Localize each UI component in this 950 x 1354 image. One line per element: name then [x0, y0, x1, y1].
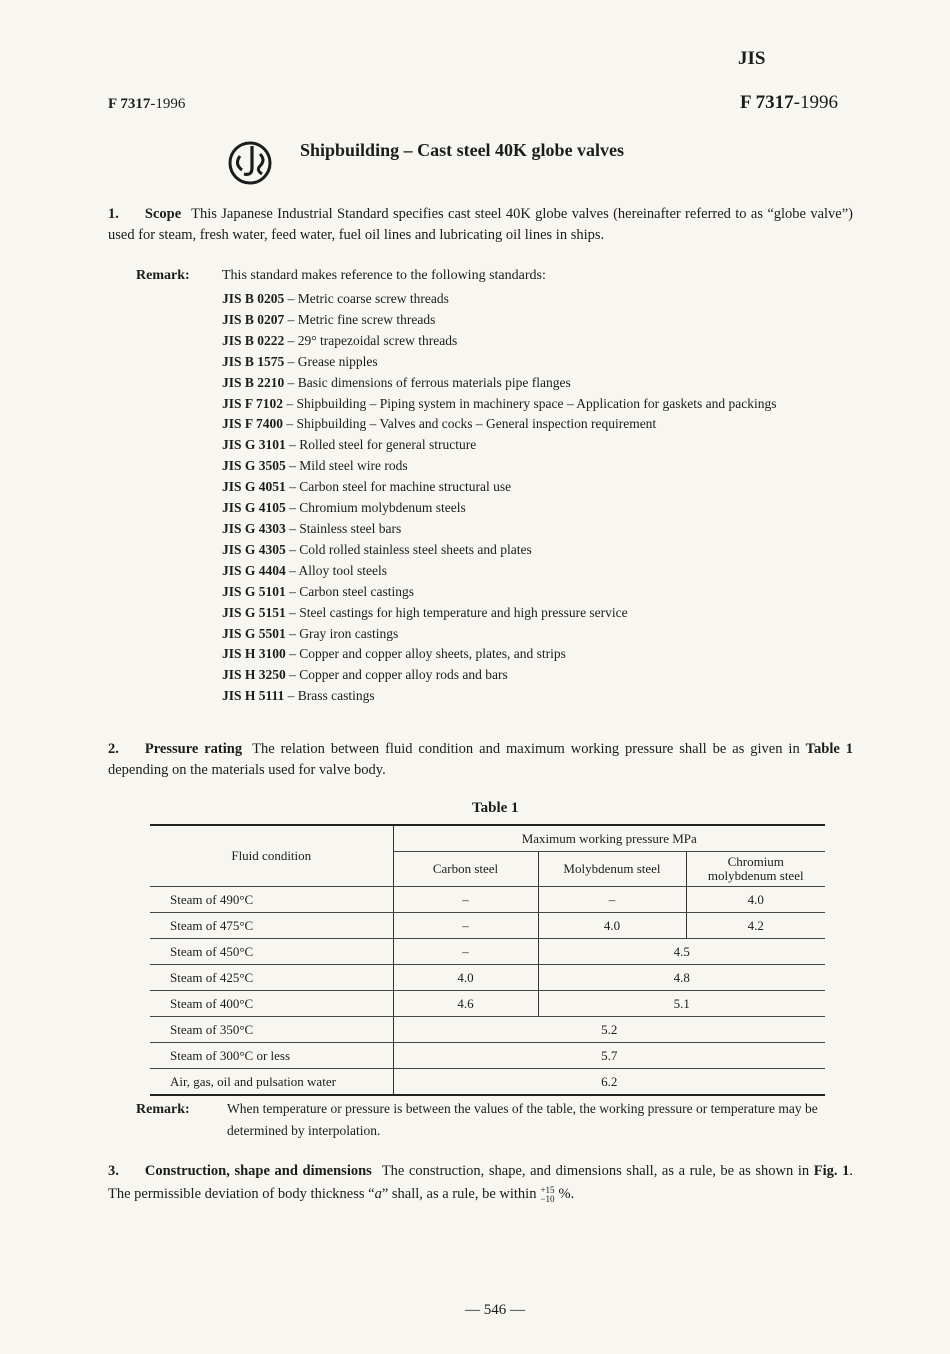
header-right-code: F 7317-1996: [740, 92, 838, 113]
header-carbon-steel: Carbon steel: [393, 852, 538, 887]
list-item: JIS G 3505 – Mild steel wire rods: [222, 458, 408, 474]
remark-2-text: When temperature or pressure is between the values of the table, the working pressure or temperature may be determined by interpolation.: [227, 1101, 818, 1138]
page-number: — 546 —: [465, 1302, 525, 1318]
pressure-table: [150, 824, 825, 1096]
header-chromium-molybdenum-steel: Chromium molybdenum steel: [686, 852, 825, 887]
referenced-standards-list: [222, 289, 776, 707]
section-3-construction: 3. Construction, shape and dimensions The construction, shape, and dimensions shall, as a rule, be as shown in Fig. 1. The permissible deviation of body thickness “a” shall, as a rule, be within +15 −10 %.: [108, 1163, 853, 1204]
list-item: JIS H 3100 – Copper and copper alloy sheets, plates, and strips: [222, 646, 566, 662]
list-item: JIS B 0205 – Metric coarse screw threads: [222, 291, 449, 306]
list-item: JIS B 0207 – Metric fine screw threads: [222, 311, 436, 327]
header-molybdenum-steel: Molybdenum steel: [538, 852, 686, 887]
tolerance: +15 −10: [540, 1184, 555, 1204]
table-row: Steam of 350°C 5.2: [150, 1017, 825, 1043]
list-item: JIS B 2210 – Basic dimensions of ferrous materials pipe flanges: [222, 374, 571, 390]
table-row: Steam of 475°C – 4.0 4.2: [150, 913, 825, 939]
list-item: JIS B 0222 – 29° trapezoidal screw threads: [222, 332, 458, 348]
table-row: Air, gas, oil and pulsation water 6.2: [150, 1069, 825, 1096]
list-item: JIS H 3250 – Copper and copper alloy rods and bars: [222, 667, 508, 683]
list-item: JIS G 4105 – Chromium molybdenum steels: [222, 500, 466, 516]
table-row: Steam of 450°C – 4.5: [150, 939, 825, 965]
jis-mark-icon: [226, 138, 274, 186]
table-title: Table 1: [472, 800, 519, 816]
jis-brand: JIS: [738, 48, 766, 69]
remark-label: Remark:: [136, 268, 190, 283]
list-item: JIS G 5501 – Gray iron castings: [222, 625, 399, 641]
list-item: JIS H 5111 – Brass castings: [222, 688, 375, 704]
table-row: Steam of 400°C 4.6 5.1: [150, 991, 825, 1017]
list-item: JIS F 7102 – Shipbuilding – Piping system in machinery space – Application for gaskets and packings: [222, 395, 777, 411]
list-item: JIS G 5101 – Carbon steel castings: [222, 583, 414, 599]
section-2-pressure-rating: 2. Pressure rating The relation between fluid condition and maximum working pressure shall be as given in Table 1 depending on the materials used for valve body.: [108, 741, 853, 778]
table-row: Steam of 425°C 4.0 4.8: [150, 965, 825, 991]
header-max-pressure: Maximum working pressure MPa: [393, 825, 825, 852]
header-left-code: F 7317-1996: [108, 96, 186, 112]
list-item: JIS G 3101 – Rolled steel for general structure: [222, 437, 477, 453]
header-fluid-condition: Fluid condition: [150, 825, 393, 887]
list-item: JIS G 4404 – Alloy tool steels: [222, 562, 388, 578]
list-item: JIS G 4303 – Stainless steel bars: [222, 520, 402, 536]
list-item: JIS G 4305 – Cold rolled stainless steel sheets and plates: [222, 541, 532, 557]
list-item: JIS G 4051 – Carbon steel for machine structural use: [222, 479, 512, 495]
list-item: JIS G 5151 – Steel castings for high temperature and high pressure service: [222, 604, 628, 620]
list-item: JIS B 1575 – Grease nipples: [222, 353, 378, 369]
document-title: Shipbuilding – Cast steel 40K globe valves: [300, 140, 625, 160]
remark-2-label: Remark:: [136, 1102, 190, 1117]
remark-intro: This standard makes reference to the following standards:: [222, 268, 546, 283]
table-row: Steam of 490°C – – 4.0: [150, 887, 825, 913]
section-1-scope: 1. Scope This Japanese Industrial Standard specifies cast steel 40K globe valves (hereinafter referred to as “globe valve”) used for steam, fresh water, feed water, fuel oil lines and lubricating oil lines in ships.: [108, 206, 853, 243]
list-item: JIS F 7400 – Shipbuilding – Valves and cocks – General inspection requirement: [222, 416, 657, 432]
table-row: Steam of 300°C or less 5.7: [150, 1043, 825, 1069]
